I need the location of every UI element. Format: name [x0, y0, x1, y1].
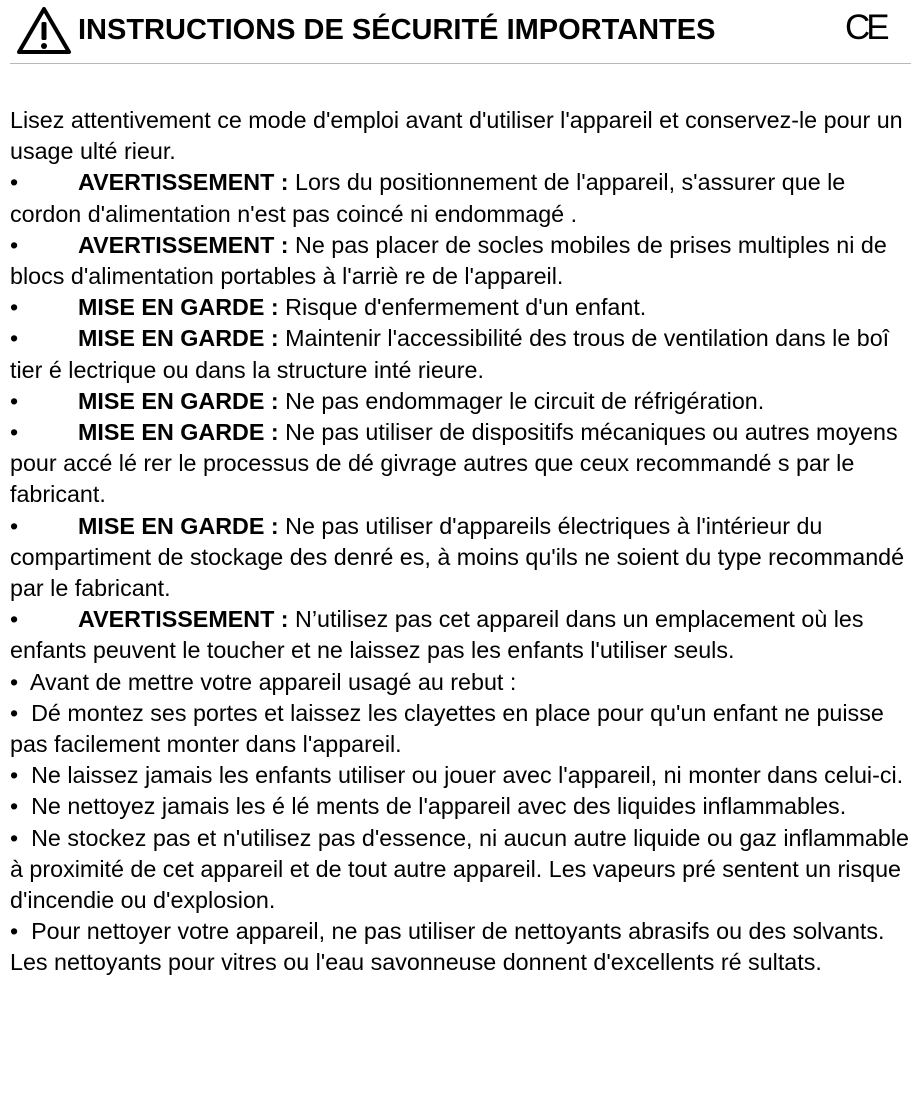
- warning-text: Ne pas endommager le circuit de réfrigération.: [278, 387, 765, 414]
- warning-label: MISE EN GARDE :: [78, 512, 279, 539]
- warning-text: Risque d'enfermement d'un enfant.: [278, 294, 647, 321]
- warning-item: [10, 511, 915, 605]
- intro-paragraph: Lisez attentivement ce mode d'emploi avant d'utiliser l'appareil et conservez-le pour un usage ulté rieur.: [10, 107, 903, 165]
- warning-item: [10, 386, 915, 417]
- warning-text: Ne pas utiliser de dispositifs mécaniques ou autres moyens pour accé lé rer le processus de dé givrage autres que ceux recommandé s par le fabricant.: [10, 419, 898, 508]
- bullet: •: [10, 668, 19, 695]
- instruction-text: Pour nettoyer votre appareil, ne pas utiliser de nettoyants abrasifs ou des solvants. Les nettoyants pour vitres ou l'eau savonneuse donnent d'excellents ré sultats.: [10, 918, 885, 976]
- ce-mark: CE: [845, 8, 886, 47]
- bullet: •: [10, 387, 19, 414]
- instruction-item: [10, 916, 915, 978]
- warning-label: AVERTISSEMENT :: [78, 606, 289, 633]
- warning-label: AVERTISSEMENT :: [78, 169, 289, 196]
- page-header: [0, 0, 921, 70]
- bullet: •: [10, 325, 19, 352]
- instruction-text: Dé montez ses portes et laissez les clayettes en place pour qu'un enfant ne puisse pas facilement monter dans l'appareil.: [10, 699, 884, 758]
- bullet: •: [10, 294, 19, 321]
- instruction-item: [10, 698, 915, 760]
- header-divider: [10, 63, 911, 64]
- instruction-text: Avant de mettre votre appareil usagé au rebut :: [29, 668, 517, 695]
- warning-triangle-icon: [16, 6, 72, 56]
- instruction-text: Ne stockez pas et n'utilisez pas d'essence, ni aucun autre liquide ou gaz inflammable à proximité de cet appareil et de tout autre appareil. Les vapeurs pré sentent un risque d'incendie ou d'explosion.: [10, 824, 909, 914]
- warning-text: Ne pas placer de socles mobiles de prises multiples ni de blocs d'alimentation portables à l'arriè re de l'appareil.: [10, 231, 887, 290]
- bullet: •: [10, 231, 19, 258]
- warning-label: AVERTISSEMENT :: [78, 231, 289, 258]
- warning-label: MISE EN GARDE :: [78, 294, 279, 321]
- instruction-item: [10, 823, 915, 917]
- warning-text: Ne pas utiliser d'appareils électriques à l'intérieur du compartiment de stockage des denré es, à moins qu'ils ne soient du type recommandé par le fabricant.: [10, 512, 905, 602]
- warning-text: Lors du positionnement de l'appareil, s'assurer que le cordon d'alimentation n'est pas coincé ni endommagé .: [10, 169, 846, 227]
- page-title: INSTRUCTIONS DE SÉCURITÉ IMPORTANTES: [78, 14, 716, 46]
- document-body: [10, 105, 915, 979]
- bullet: •: [10, 824, 19, 851]
- warning-label: MISE EN GARDE :: [78, 419, 279, 446]
- warning-item: [10, 604, 915, 666]
- warning-item: [10, 230, 915, 292]
- warning-item: [10, 167, 915, 229]
- bullet: •: [10, 512, 19, 539]
- warning-label: MISE EN GARDE :: [78, 387, 279, 414]
- instruction-item: [10, 667, 915, 698]
- bullet: •: [10, 606, 19, 633]
- instruction-item: [10, 760, 915, 791]
- warning-text: N’utilisez pas cet appareil dans un emplacement où les enfants peuvent le toucher et ne laissez pas les enfants l'utiliser seuls.: [10, 606, 864, 664]
- warning-label: MISE EN GARDE :: [78, 325, 279, 352]
- warning-item: [10, 323, 915, 385]
- warning-text: Maintenir l'accessibilité des trous de ventilation dans le boî tier é lectrique ou dans la structure inté rieure.: [10, 325, 890, 383]
- bullet: •: [10, 419, 19, 446]
- warning-item: [10, 417, 915, 511]
- instruction-item: [10, 791, 915, 822]
- bullet: •: [10, 762, 19, 789]
- instruction-text: Ne laissez jamais les enfants utiliser ou jouer avec l'appareil, ni monter dans celui-ci.: [31, 762, 904, 789]
- warning-item: [10, 292, 915, 323]
- bullet: •: [10, 793, 19, 820]
- instruction-text: Ne nettoyez jamais les é lé ments de l'appareil avec des liquides inflammables.: [31, 793, 847, 820]
- bullet: •: [10, 918, 19, 945]
- bullet: •: [10, 699, 19, 726]
- bullet: •: [10, 169, 19, 196]
